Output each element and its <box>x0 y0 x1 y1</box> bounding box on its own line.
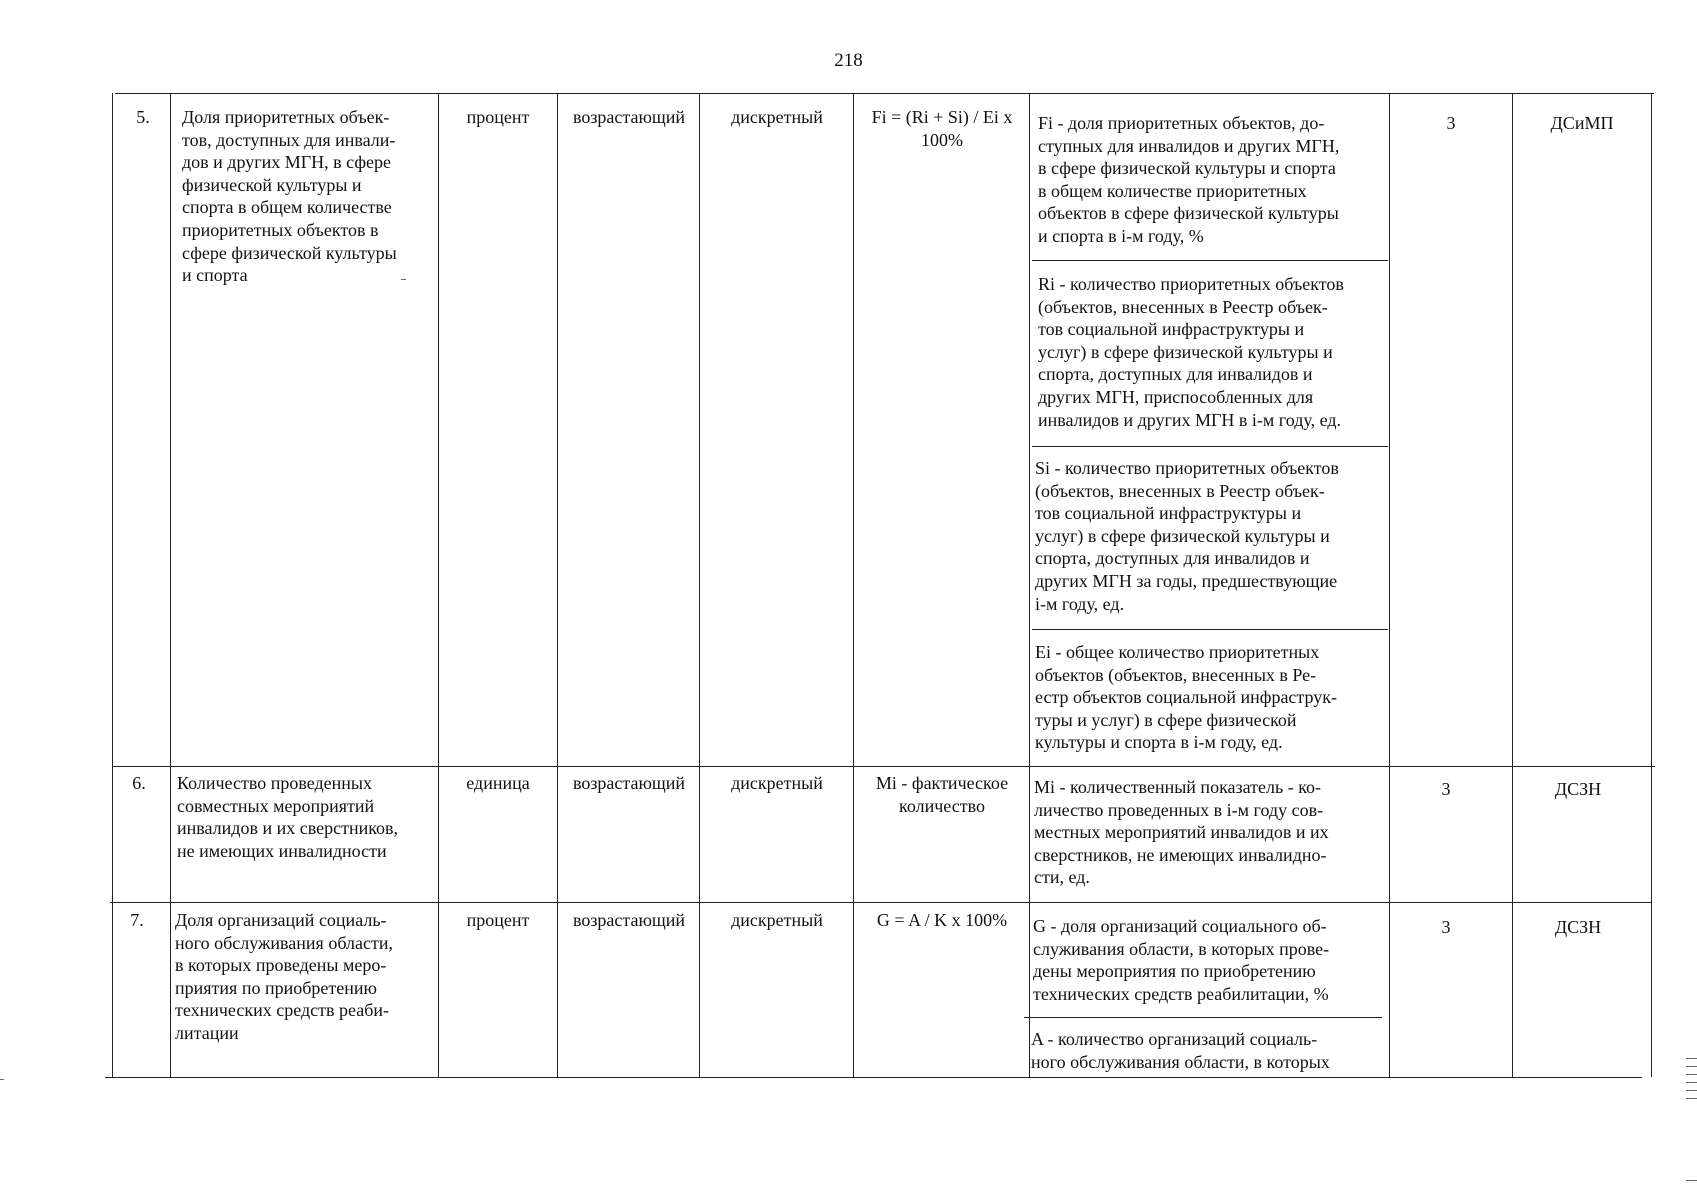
table-top-border <box>115 93 1654 94</box>
row-6-number: 6. <box>132 773 146 793</box>
row-6-indicator-name: Количество проведенных совместных мероприятий инвалидов и их сверстников, не имеющих инвалидности <box>177 773 399 861</box>
row-6-type: дискретный <box>731 773 823 793</box>
row-5-var-si: Si - количество приоритетных объектов (объектов, внесенных в Реестр объек- тов социальной инфраструктуры и услуг) в сфере физической культуры и спорта, доступных для инвалидов и других МГН за годы, предшествующие i-м году, ед. <box>1035 458 1339 614</box>
row-5-indicator-name: Доля приоритетных объек- тов, доступных для инвали- дов и других МГН, в сфере физической культуры и спорта в общем количестве приоритетных объектов в сфере физической культуры и спорта <box>182 107 397 286</box>
row-divider <box>112 766 1655 767</box>
row-6-var-mi: Mi - количественный показатель - ко- личество проведенных в i-м году сов- местных мероприятий инвалидов и их сверстников, не имеющих инвалидно- сти, ед. <box>1034 777 1329 888</box>
row-7-trend: возрастающий <box>572 910 686 930</box>
scan-speck <box>401 279 406 280</box>
row-5-trend: возрастающий <box>572 107 686 127</box>
scan-edge-mark <box>1686 1090 1697 1091</box>
variable-divider <box>1032 260 1388 261</box>
variable-divider <box>1032 446 1388 447</box>
table-bottom-border <box>105 1077 1642 1078</box>
page-number: 218 <box>834 50 863 71</box>
column-divider <box>170 93 171 1077</box>
row-5-var-fi: Fi - доля приоритетных объектов, до- ступных для инвалидов и других МГН, в сфере физической культуры и спорта в общем количестве приоритетных объектов в сфере физической культуры и спорта в i-м году, % <box>1038 113 1340 246</box>
row-7-type: дискретный <box>731 910 823 930</box>
row-7-var-a: A - количество организаций социаль- ного обслуживания области, в которых <box>1031 1029 1330 1072</box>
row-5-number: 5. <box>136 107 150 127</box>
row-5-var-ei: Ei - общее количество приоритетных объектов (объектов, внесенных в Ре- естр объектов социальной инфраструк- туры и услуг) в сфере физической культуры и спорта в i-м году, ед. <box>1035 642 1338 753</box>
row-7-source: 3 <box>1441 917 1451 937</box>
row-6-responsible: ДСЗН <box>1554 779 1602 799</box>
row-7-var-g: G - доля организаций социального об- служивания области, в которых прове- дены мероприятия по приобретению технических средств реабилитации, % <box>1033 916 1330 1004</box>
row-divider <box>110 902 1652 903</box>
row-5-var-ri: Ri - количество приоритетных объектов (объектов, внесенных в Реестр объек- тов социальной инфраструктуры и услуг) в сфере физической культуры и спорта, доступных для инвалидов и других МГН, приспособленных для инвалидов и других МГН в i-м году, ед. <box>1038 274 1344 430</box>
row-7-indicator-name: Доля организаций социаль- ного обслуживания области, в которых проведены меро- приятия по приобретению технических средств реаби- литации <box>175 910 393 1043</box>
column-divider <box>557 93 558 1077</box>
table-right-border <box>1651 93 1652 1077</box>
row-5-responsible: ДСиМП <box>1550 113 1614 133</box>
row-5-unit: процент <box>466 107 530 127</box>
variable-divider <box>1024 1017 1382 1018</box>
row-5-formula: Fi = (Ri + Si) / Ei x 100% <box>871 107 1013 150</box>
column-divider <box>1029 93 1030 1077</box>
row-7-number: 7. <box>130 910 144 930</box>
row-5-source: 3 <box>1446 113 1456 133</box>
row-6-unit: единица <box>466 773 530 793</box>
scan-edge-mark <box>1686 1082 1697 1083</box>
row-7-responsible: ДСЗН <box>1554 917 1602 937</box>
scan-edge-mark <box>1686 1180 1697 1181</box>
row-6-trend: возрастающий <box>572 773 686 793</box>
variable-divider <box>1032 629 1388 630</box>
row-6-formula: Mi - фактическое количество <box>875 773 1009 816</box>
row-7-unit: процент <box>466 910 530 930</box>
scan-edge-mark <box>1686 1074 1697 1075</box>
row-5-type: дискретный <box>731 107 823 127</box>
row-6-source: 3 <box>1441 779 1451 799</box>
column-divider <box>853 93 854 1077</box>
row-7-formula: G = A / K x 100% <box>876 910 1008 930</box>
scan-edge-mark <box>1686 1098 1697 1099</box>
scan-edge-mark <box>1686 1058 1697 1059</box>
column-divider <box>699 93 700 1077</box>
scan-edge-mark <box>0 1079 4 1080</box>
scan-edge-mark <box>1686 1066 1697 1067</box>
column-divider <box>438 93 439 1077</box>
